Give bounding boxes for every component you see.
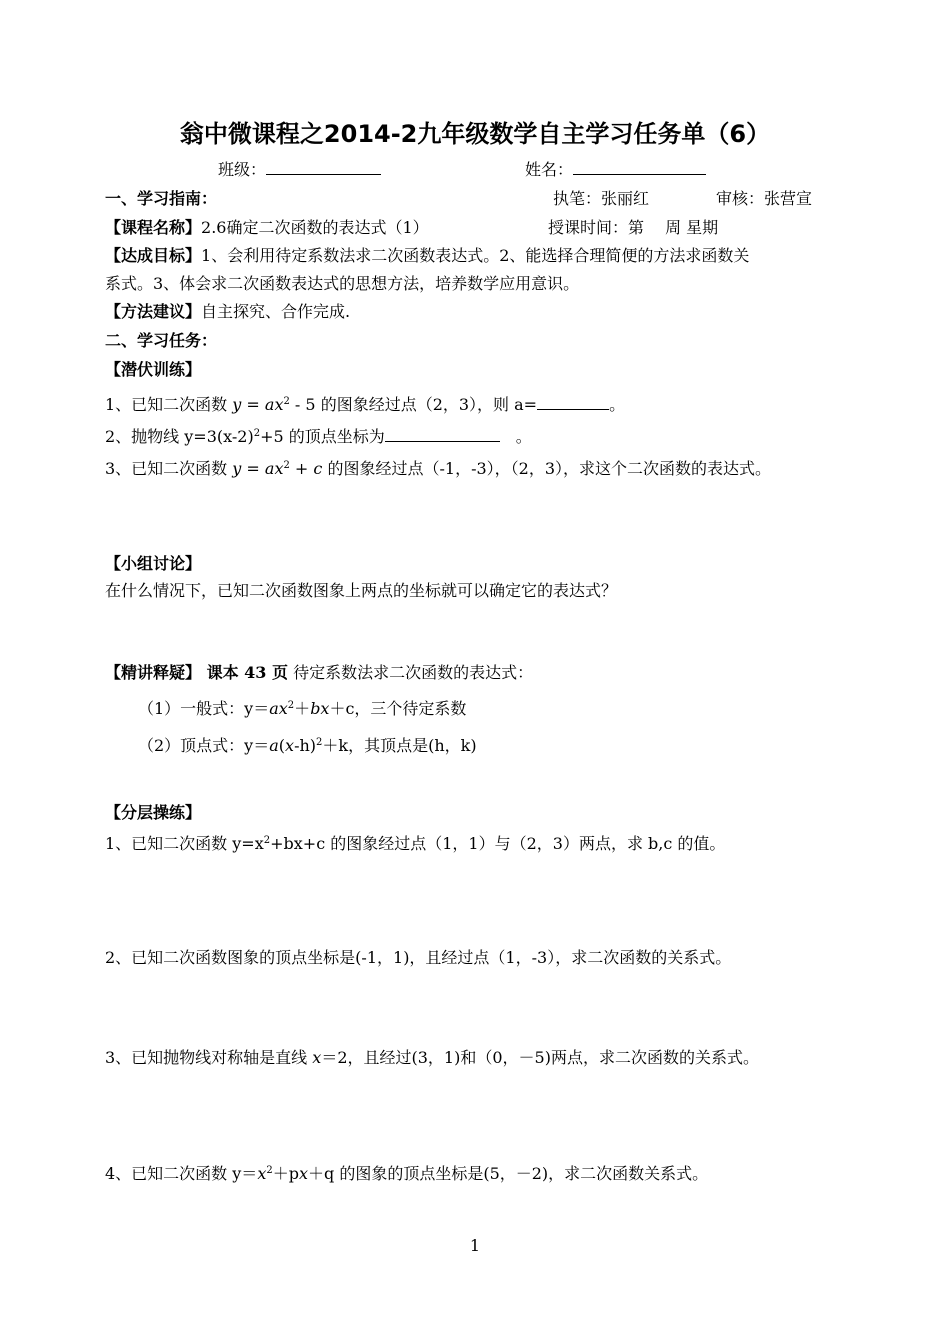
q3-var-ax: ax — [264, 459, 284, 478]
practice-3 — [105, 1047, 759, 1069]
q2-answer-blank[interactable] — [385, 425, 500, 442]
form2-post: ＋k，其顶点是(h，k) — [322, 736, 477, 755]
goal-tag: 【达成目标】 — [105, 246, 202, 265]
practice-4 — [105, 1163, 708, 1185]
q1-post: 的图象经过点（2，3），则 a= — [315, 395, 538, 414]
course-name: 2.6确定二次函数的表达式（1） — [201, 218, 429, 237]
name-label: 姓名： — [525, 160, 574, 179]
q3-var-y: y — [232, 459, 242, 478]
course-line — [105, 217, 429, 239]
form2-paren: ( — [278, 736, 286, 755]
layer-tag: 【分层操练】 — [105, 803, 202, 822]
q2-post: +5 的顶点坐标为 — [260, 427, 385, 446]
q3-post: 的图象经过点（-1，-3），（2，3），求这个二次函数的表达式。 — [322, 459, 772, 478]
page-number: 1 — [469, 1236, 481, 1255]
p3-post: ＝2，且经过(3，1)和（0，－5)两点，求二次函数的关系式。 — [321, 1048, 759, 1067]
class-label: 班级： — [218, 160, 267, 179]
latent-tag: 【潜伏训练】 — [105, 360, 202, 379]
form1-var-ax: ax — [269, 699, 288, 718]
goal-line-1 — [105, 245, 749, 267]
guide-heading: 一、学习指南： — [105, 189, 218, 208]
practice-2: 2、已知二次函数图象的顶点坐标是(-1，1)，且经过点（1，-3），求二次函数的关系式。 — [105, 948, 732, 967]
p1-exponent: 2 — [263, 835, 271, 846]
q3-exponent: 2 — [283, 460, 290, 471]
p4-var-x: x — [257, 1164, 267, 1183]
q1-var-y: y — [232, 395, 242, 414]
class-blank[interactable] — [266, 158, 381, 175]
group-question: 在什么情况下，已知二次函数图象上两点的坐标就可以确定它的表达式？ — [105, 581, 618, 600]
q3-eq: = — [241, 459, 265, 478]
q2-end: 。 — [499, 427, 532, 446]
q1-rest: - 5 — [289, 395, 316, 414]
q1-end: 。 — [609, 395, 626, 414]
form1-text: （1）一般式：y＝ — [138, 699, 270, 718]
practice-1 — [105, 833, 725, 855]
form2-var-a: a — [269, 736, 279, 755]
form2-text: （2）顶点式：y＝ — [138, 736, 270, 755]
goal-text-1: 1、会利用待定系数法求二次函数表达式。2、能选择合理简便的方法求函数关 — [201, 246, 750, 265]
method-tag: 【方法建议】 — [105, 302, 202, 321]
p4-plus-p: ＋p — [272, 1164, 299, 1183]
form1-var-bx: bx — [310, 699, 330, 718]
p1-text: 1、已知二次函数 y=x — [105, 834, 264, 853]
q3-var-c: c — [313, 459, 323, 478]
form2-var-x: x — [285, 736, 295, 755]
q3-text: 3、已知二次函数 — [105, 459, 233, 478]
question-2 — [105, 425, 532, 448]
p3-text: 3、已知抛物线对称轴是直线 — [105, 1048, 313, 1067]
form2-minus-h: -h) — [294, 736, 317, 755]
p4-var-x2: x — [298, 1164, 308, 1183]
q1-exponent: 2 — [283, 396, 290, 407]
question-1 — [105, 393, 625, 416]
q2-exponent: 2 — [253, 428, 261, 439]
method-line — [105, 301, 350, 323]
class-field — [218, 158, 381, 181]
form1-plus: ＋ — [294, 699, 311, 718]
question-3 — [105, 458, 771, 480]
p3-var-x: x — [312, 1048, 322, 1067]
author: 执笔：张丽红 — [553, 189, 650, 208]
general-form — [138, 698, 466, 720]
course-tag: 【课程名称】 — [105, 218, 202, 237]
p1-post: +bx+c 的图象经过点（1，1）与（2，3）两点，求 b,c 的值。 — [270, 834, 726, 853]
form2-exponent: 2 — [316, 737, 323, 748]
q1-text: 1、已知二次函数 — [105, 395, 233, 414]
vertex-form — [138, 735, 477, 757]
task-heading: 二、学习任务： — [105, 331, 218, 350]
reviewer: 审核：张营宣 — [716, 189, 813, 208]
p4-text: 4、已知二次函数 y＝ — [105, 1164, 258, 1183]
q3-plus: + — [289, 459, 314, 478]
q2-text: 2、抛物线 y=3(x-2) — [105, 427, 254, 446]
name-field — [525, 158, 706, 181]
q1-eq: = — [241, 395, 265, 414]
explain-tag: 【精讲释疑】 — [105, 663, 202, 682]
method-text: 自主探究、合作完成. — [201, 302, 351, 321]
name-blank[interactable] — [573, 158, 706, 175]
explain-page: 课本 43 页 — [201, 663, 288, 682]
p4-exponent: 2 — [266, 1165, 273, 1176]
q1-answer-blank[interactable] — [537, 393, 609, 410]
class-time: 授课时间：第 周 星期 — [548, 218, 719, 237]
form1-post: ＋c，三个待定系数 — [329, 699, 467, 718]
form1-exponent: 2 — [287, 700, 295, 711]
document-title: 翁中微课程之2014-2九年级数学自主学习任务单（6） — [179, 120, 771, 148]
explain-text: 待定系数法求二次函数的表达式： — [288, 663, 534, 682]
goal-line-2: 系式。3、体会求二次函数表达式的思想方法，培养数学应用意识。 — [105, 274, 580, 293]
q1-var-ax: ax — [264, 395, 284, 414]
group-tag: 【小组讨论】 — [105, 554, 202, 573]
p4-post: ＋q 的图象的顶点坐标是(5，－2)，求二次函数关系式。 — [308, 1164, 709, 1183]
explain-line — [105, 662, 533, 684]
